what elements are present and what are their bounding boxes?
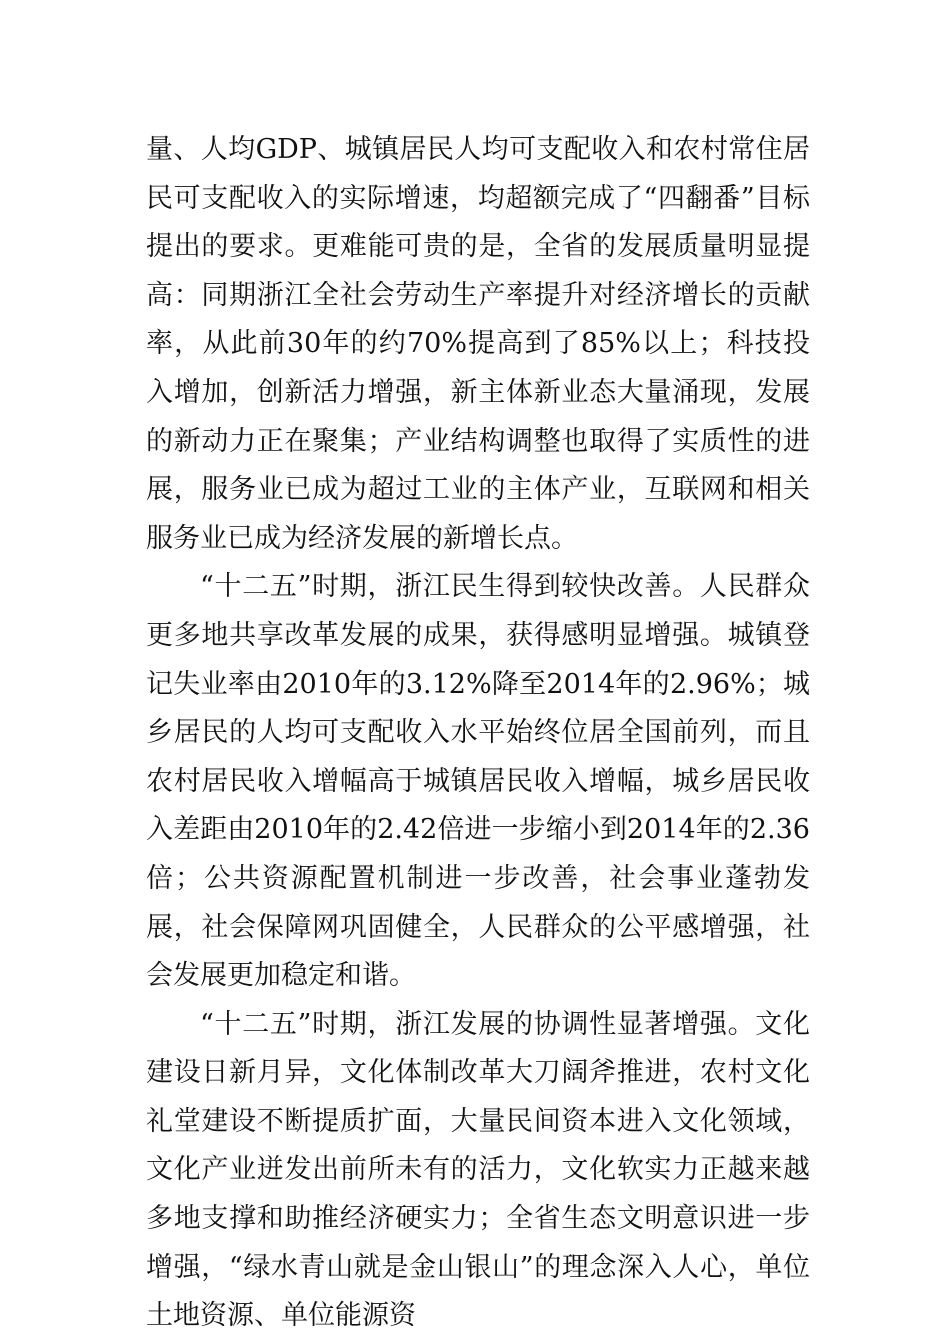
paragraph-continuation: 量、人均GDP、城镇居民人均可支配收入和农村常住居民可支配收入的实际增速，均超额完成了“四翻番”目标提出的要求。更难能可贵的是，全省的发展质量明显提高：同期浙江全社会劳动生产率提升对经济增长的贡献率，从此前30年的约70%提高到了85%以上；科技投入增加，创新活力增强，新主体新业态大量涌现，发展的新动力正在聚集；产业结构调整也取得了实质性的进展，服务业已成为超过工业的主体产业，互联网和相关服务业已成为经济发展的新增长点。: [146, 134, 810, 554]
paragraph-livelihood: “十二五”时期，浙江民生得到较快改善。人民群众更多地共享改革发展的成果，获得感明显增强。城镇登记失业率由2010年的3.12%降至2014年的2.96%；城乡居民的人均可支配收入水平始终位居全国前列，而且农村居民收入增幅高于城镇居民收入增幅，城乡居民收入差距由2010年的2.42倍进一步缩小到2014年的2.36倍；公共资源配置机制进一步改善，社会事业蓬勃发展，社会保障网巩固健全，人民群众的公平感增强，社会发展更加稳定和谐。: [146, 571, 810, 992]
paragraph-coordination: “十二五”时期，浙江发展的协调性显著增强。文化建设日新月异，文化体制改革大刀阔斧推进，农村文化礼堂建设不断提质扩面，大量民间资本进入文化领域，文化产业迸发出前所未有的活力，文化软实力正越来越多地支撑和助推经济硬实力；全省生态文明意识进一步增强，“绿水青山就是金山银山”的理念深入人心，单位土地资源、单位能源资: [146, 1008, 810, 1332]
document-page: [146, 126, 810, 1341]
